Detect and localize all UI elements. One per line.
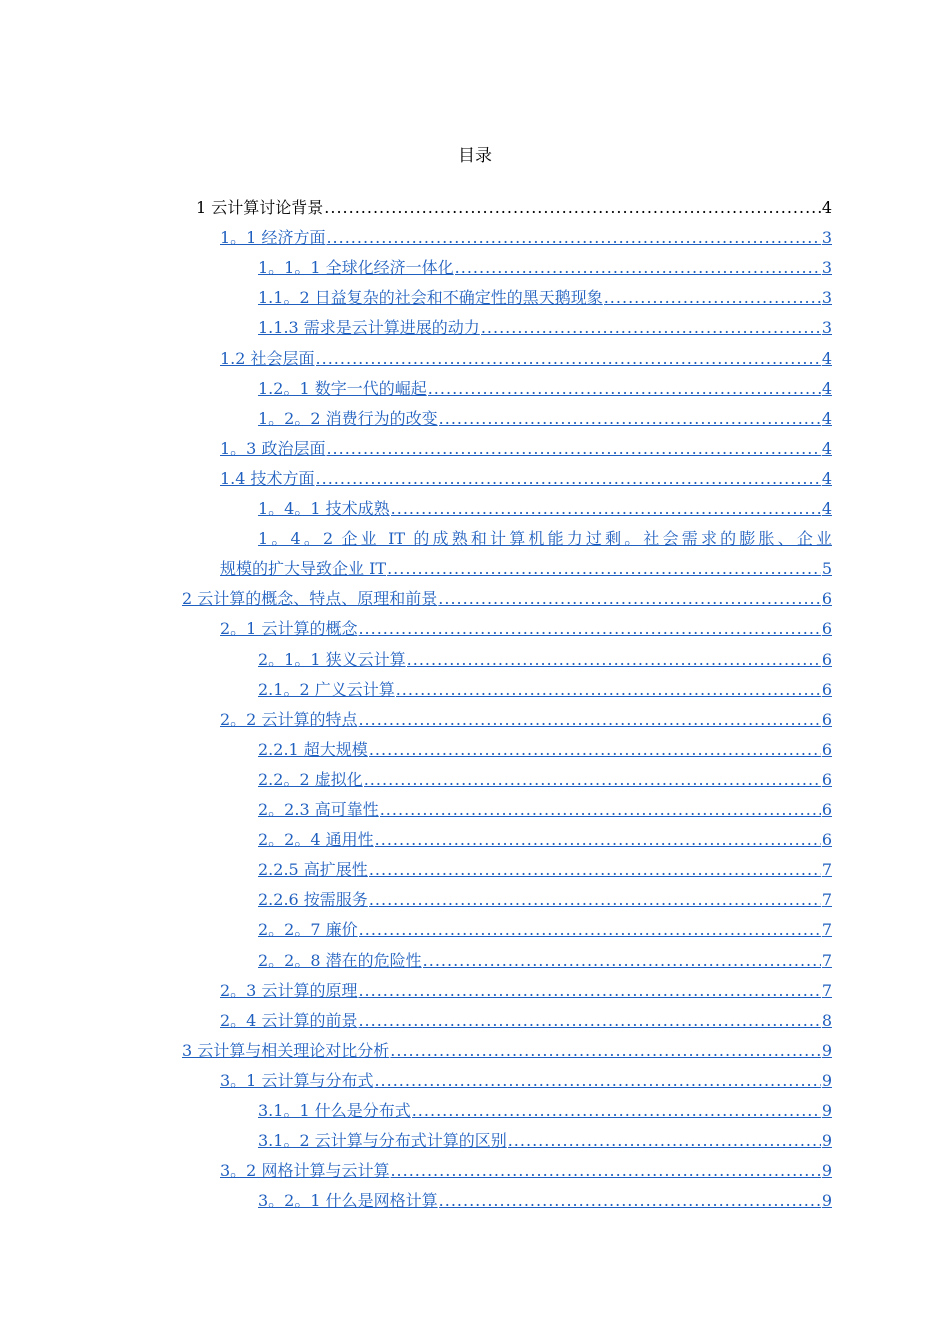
toc-leader-dots <box>508 1126 821 1156</box>
toc-leader-dots <box>412 1096 821 1126</box>
toc-entry[interactable] <box>258 404 832 434</box>
toc-entry-text: 2。2 云计算的特点 <box>220 710 358 729</box>
toc-page-number: 3 <box>821 318 832 337</box>
toc-leader-dots <box>390 1156 820 1186</box>
toc-leader-dots <box>428 374 821 404</box>
toc-entry-text: 2。2.3 高可靠性 <box>258 800 379 819</box>
toc-entry[interactable] <box>220 344 832 374</box>
toc-entry-text: 2.2.6 按需服务 <box>258 890 368 909</box>
toc-entry[interactable] <box>258 374 832 404</box>
toc-leader-dots <box>369 885 821 915</box>
toc-entry[interactable] <box>182 584 832 614</box>
toc-page-number: 7 <box>821 981 832 1000</box>
toc-leader-dots <box>407 645 821 675</box>
toc-leader-dots <box>481 313 821 343</box>
toc-entry[interactable] <box>220 223 832 253</box>
toc-entry-text: 1.2 社会层面 <box>220 349 315 368</box>
toc-leader-dots <box>316 344 821 374</box>
toc-page-number: 6 <box>821 800 832 819</box>
toc-entry[interactable] <box>258 494 832 524</box>
toc-entry[interactable] <box>220 1006 832 1036</box>
toc-page-number: 6 <box>821 589 832 608</box>
toc-leader-dots <box>359 915 821 945</box>
toc-leader-dots <box>439 1186 821 1216</box>
toc-page-number: 9 <box>821 1071 832 1090</box>
toc-entry[interactable] <box>258 313 832 343</box>
toc-page-number: 9 <box>821 1161 832 1180</box>
toc-page-number: 9 <box>821 1191 832 1210</box>
toc-entry[interactable] <box>258 283 832 313</box>
toc-page-number: 7 <box>821 951 832 970</box>
toc-entry-text: 1 云计算讨论背景 <box>196 198 324 217</box>
toc-leader-dots <box>390 1036 821 1066</box>
toc-entry[interactable] <box>258 855 832 885</box>
toc-entry-text: 3。2。1 什么是网格计算 <box>258 1191 438 1210</box>
toc-entry-text: 2.2.1 超大规模 <box>258 740 368 759</box>
toc-page-number: 4 <box>821 469 832 488</box>
toc-entry-text: 2。1。1 狭义云计算 <box>258 650 406 669</box>
toc-page-number: 7 <box>821 890 832 909</box>
toc-entry-text: 2.1。2 广义云计算 <box>258 680 395 699</box>
toc-entry <box>196 193 832 223</box>
toc-entry-text: 3。2 网格计算与云计算 <box>220 1161 390 1180</box>
toc-leader-dots <box>604 283 821 313</box>
toc-page-number: 6 <box>821 770 832 789</box>
toc-leader-dots <box>358 705 820 735</box>
toc-entry-text: 3 云计算与相关理论对比分析 <box>182 1041 390 1060</box>
toc-page-number: 3 <box>821 228 832 247</box>
toc-leader-dots <box>326 223 820 253</box>
toc-entry-text: 2。1 云计算的概念 <box>220 619 358 638</box>
toc-entry[interactable] <box>258 885 832 915</box>
toc-page-number: 4 <box>821 409 832 428</box>
toc-entry-text: 2。4 云计算的前景 <box>220 1011 358 1030</box>
toc-entry-text: 1.4 技术方面 <box>220 469 315 488</box>
toc-entry[interactable] <box>258 946 832 976</box>
toc-entry[interactable] <box>220 614 832 644</box>
toc-entry[interactable] <box>258 765 832 795</box>
toc-page-number: 7 <box>821 860 832 879</box>
toc-entry[interactable] <box>220 1156 832 1186</box>
toc-page-number: 5 <box>821 559 832 578</box>
toc-entry-text: 2。3 云计算的原理 <box>220 981 358 1000</box>
toc-entry[interactable] <box>220 705 832 735</box>
toc-entry-text: 规模的扩大导致企业 IT <box>220 559 387 578</box>
toc-entry-text: 1。2。2 消费行为的改变 <box>258 409 438 428</box>
toc-page-number: 4 <box>821 198 832 217</box>
toc-page-number: 4 <box>821 439 832 458</box>
toc-leader-dots <box>375 825 821 855</box>
toc-entry-text: 1。1 经济方面 <box>220 228 326 247</box>
toc-entry[interactable] <box>220 434 832 464</box>
toc-title: 目录 <box>458 146 492 166</box>
toc-leader-dots <box>326 434 820 464</box>
toc-entry[interactable] <box>258 253 832 283</box>
toc-entry[interactable] <box>258 1126 832 1156</box>
toc-entry[interactable] <box>258 735 832 765</box>
toc-leader-dots <box>439 404 821 434</box>
toc-page-number: 6 <box>821 710 832 729</box>
toc-leader-dots <box>324 193 821 223</box>
toc-leader-dots <box>369 735 821 765</box>
toc-page-number: 3 <box>821 288 832 307</box>
toc-entry[interactable] <box>258 825 832 855</box>
toc-entry-text: 3.1。2 云计算与分布式计算的区别 <box>258 1131 507 1150</box>
toc-page-number: 6 <box>821 830 832 849</box>
toc-page-number: 3 <box>821 258 832 277</box>
toc-leader-dots <box>374 1066 820 1096</box>
toc-entry[interactable] <box>258 795 832 825</box>
toc-entry-text: 1。4。2 企业 IT 的成熟和计算机能力过剩。社会需求的膨胀、企业 <box>258 529 832 548</box>
toc-entry-text: 1.1。2 日益复杂的社会和不确定性的黑天鹅现象 <box>258 288 603 307</box>
toc-page-number: 8 <box>821 1011 832 1030</box>
toc-leader-dots <box>358 614 820 644</box>
toc-entry[interactable] <box>220 554 832 584</box>
toc-page-number: 7 <box>821 920 832 939</box>
toc-page-number: 6 <box>821 650 832 669</box>
toc-page-number: 9 <box>821 1131 832 1150</box>
toc-entry-text: 1。3 政治层面 <box>220 439 326 458</box>
toc-entry-text: 3。1 云计算与分布式 <box>220 1071 374 1090</box>
toc-leader-dots <box>455 253 821 283</box>
toc-page-number: 4 <box>821 349 832 368</box>
toc-entry-text: 2。2。8 潜在的危险性 <box>258 951 422 970</box>
toc-entry-text: 1。4。1 技术成熟 <box>258 499 390 518</box>
toc-leader-dots <box>364 765 821 795</box>
toc-leader-dots <box>316 464 821 494</box>
toc-page-number: 6 <box>821 619 832 638</box>
toc-leader-dots <box>380 795 821 825</box>
toc-leader-dots <box>358 1006 820 1036</box>
toc-entry[interactable] <box>258 645 832 675</box>
toc-entry-text: 1.1.3 需求是云计算进展的动力 <box>258 318 480 337</box>
toc-entry-text: 1.2。1 数字一代的崛起 <box>258 379 427 398</box>
toc-page-number: 9 <box>821 1101 832 1120</box>
toc-entry[interactable] <box>258 675 832 705</box>
toc-entry[interactable] <box>258 915 832 945</box>
toc-entry-text: 2.2。2 虚拟化 <box>258 770 363 789</box>
toc-page-number: 4 <box>821 379 832 398</box>
toc-leader-dots <box>358 976 820 1006</box>
toc-entry[interactable] <box>258 524 832 554</box>
toc-entry[interactable] <box>258 1186 832 1216</box>
toc-entry-text: 2。2。4 通用性 <box>258 830 374 849</box>
toc-entry-text: 3.1。1 什么是分布式 <box>258 1101 411 1120</box>
toc-entry-text: 2。2。7 廉价 <box>258 920 358 939</box>
toc-entry-text: 2 云计算的概念、特点、原理和前景 <box>182 589 438 608</box>
toc-page-number: 4 <box>821 499 832 518</box>
toc-leader-dots <box>396 675 821 705</box>
toc-entry[interactable] <box>182 1036 832 1066</box>
toc-page-number: 6 <box>821 740 832 759</box>
toc-entry[interactable] <box>220 464 832 494</box>
toc-leader-dots <box>438 584 821 614</box>
toc-entry[interactable] <box>220 976 832 1006</box>
toc-leader-dots <box>387 554 821 584</box>
toc-leader-dots <box>369 855 821 885</box>
toc-entry[interactable] <box>258 1096 832 1126</box>
toc-entry[interactable] <box>220 1066 832 1096</box>
toc-entry-text: 1。1。1 全球化经济一体化 <box>258 258 454 277</box>
toc-leader-dots <box>423 946 821 976</box>
toc-page-number: 6 <box>821 680 832 699</box>
toc-entry-text: 2.2.5 高扩展性 <box>258 860 368 879</box>
toc-page-number: 9 <box>821 1041 832 1060</box>
toc-leader-dots <box>391 494 821 524</box>
